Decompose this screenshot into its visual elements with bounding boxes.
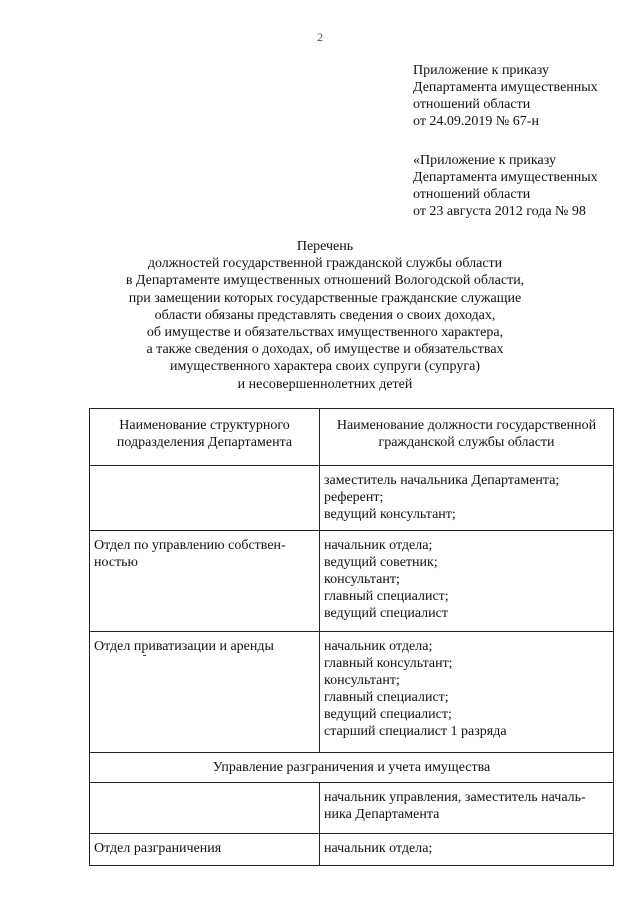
unit-name: ностью	[94, 555, 139, 570]
appendix-line: от 24.09.2019 № 67-н	[413, 114, 539, 129]
header-text: Наименование структурного	[119, 418, 290, 433]
page-number: 2	[317, 30, 323, 44]
positions-cell	[320, 783, 614, 834]
title-line: при замещении которых государственные гражданские служащие	[128, 290, 522, 306]
document-title	[70, 238, 580, 393]
table-row	[90, 632, 614, 753]
unit-cell	[90, 466, 320, 531]
unit-name: Отдел по управлению собствен-	[94, 538, 286, 553]
positions-table	[89, 408, 614, 866]
position-item: ведущий специалист	[324, 606, 448, 621]
unit-cell	[90, 783, 320, 834]
appendix-line: «Приложение к приказу	[413, 153, 556, 168]
positions-cell	[320, 632, 614, 753]
appendix-current-header	[413, 62, 633, 130]
position-item: ведущий консультант;	[324, 507, 456, 522]
title-line: имущественного характера своих супруги (супруга)	[170, 359, 480, 375]
header-text: подразделения Департамента	[116, 435, 293, 450]
title-line: а также сведения о доходах, об имуществе и обязательствах	[146, 342, 504, 358]
section-row	[90, 753, 614, 783]
appendix-line: от 23 августа 2012 года № 98	[413, 204, 586, 219]
positions-cell	[320, 531, 614, 632]
unit-cell	[90, 632, 320, 753]
appendix-line: отношений области	[413, 97, 531, 112]
title-line: области обязаны представлять сведения о своих доходах,	[154, 307, 496, 323]
unit-name: Отдел разграничения	[94, 841, 222, 856]
table-row	[90, 531, 614, 632]
position-item: старший специалист 1 разряда	[324, 724, 507, 739]
title-line: Перечень	[296, 239, 354, 254]
title-line: и несовершеннолетних детей	[237, 376, 413, 392]
appendix-line: отношений области	[413, 187, 531, 202]
position-item: ведущий специалист;	[324, 707, 452, 722]
position-item: заместитель начальника Департамента;	[324, 473, 560, 488]
appendix-line: Департамента имущественных	[413, 170, 598, 185]
title-line: об имуществе и обязательствах имущественного характера,	[146, 325, 504, 341]
position-item: ника Департамента	[324, 807, 440, 822]
unit-name: Отдел приватизации и аренды	[94, 639, 274, 654]
table-row	[90, 783, 614, 834]
header-text: Наименование должности государственной	[336, 418, 597, 433]
position-item: главный специалист;	[324, 589, 449, 604]
position-item: начальник управления, заместитель началь-	[324, 790, 586, 805]
position-item: ведущий советник;	[324, 555, 438, 570]
table-header-row	[90, 409, 614, 466]
position-item: консультант;	[324, 572, 400, 587]
title-line: в Департаменте имущественных отношений Вологодской области,	[125, 273, 525, 289]
header-unit	[90, 409, 320, 466]
table-row	[90, 466, 614, 531]
position-item: референт;	[324, 490, 384, 505]
header-text: гражданской службы области	[378, 435, 555, 450]
position-item: начальник отдела;	[324, 538, 433, 553]
header-position	[320, 409, 614, 466]
position-item: начальник отдела;	[324, 639, 433, 654]
table-row	[90, 834, 614, 866]
title-line: должностей государственной гражданской службы области	[147, 256, 503, 272]
position-item: начальник отдела;	[324, 841, 433, 856]
position-item: консультант;	[324, 673, 400, 688]
appendix-line: Департамента имущественных	[413, 80, 598, 95]
section-title: Управление разграничения и учета имущества	[90, 753, 614, 783]
positions-cell	[320, 466, 614, 531]
scan-mark	[143, 655, 146, 656]
unit-cell	[90, 531, 320, 632]
position-item: главный специалист;	[324, 690, 449, 705]
positions-cell	[320, 834, 614, 866]
position-item: главный консультант;	[324, 656, 453, 671]
appendix-original-header	[413, 152, 633, 220]
unit-cell	[90, 834, 320, 866]
appendix-line: Приложение к приказу	[413, 63, 549, 78]
